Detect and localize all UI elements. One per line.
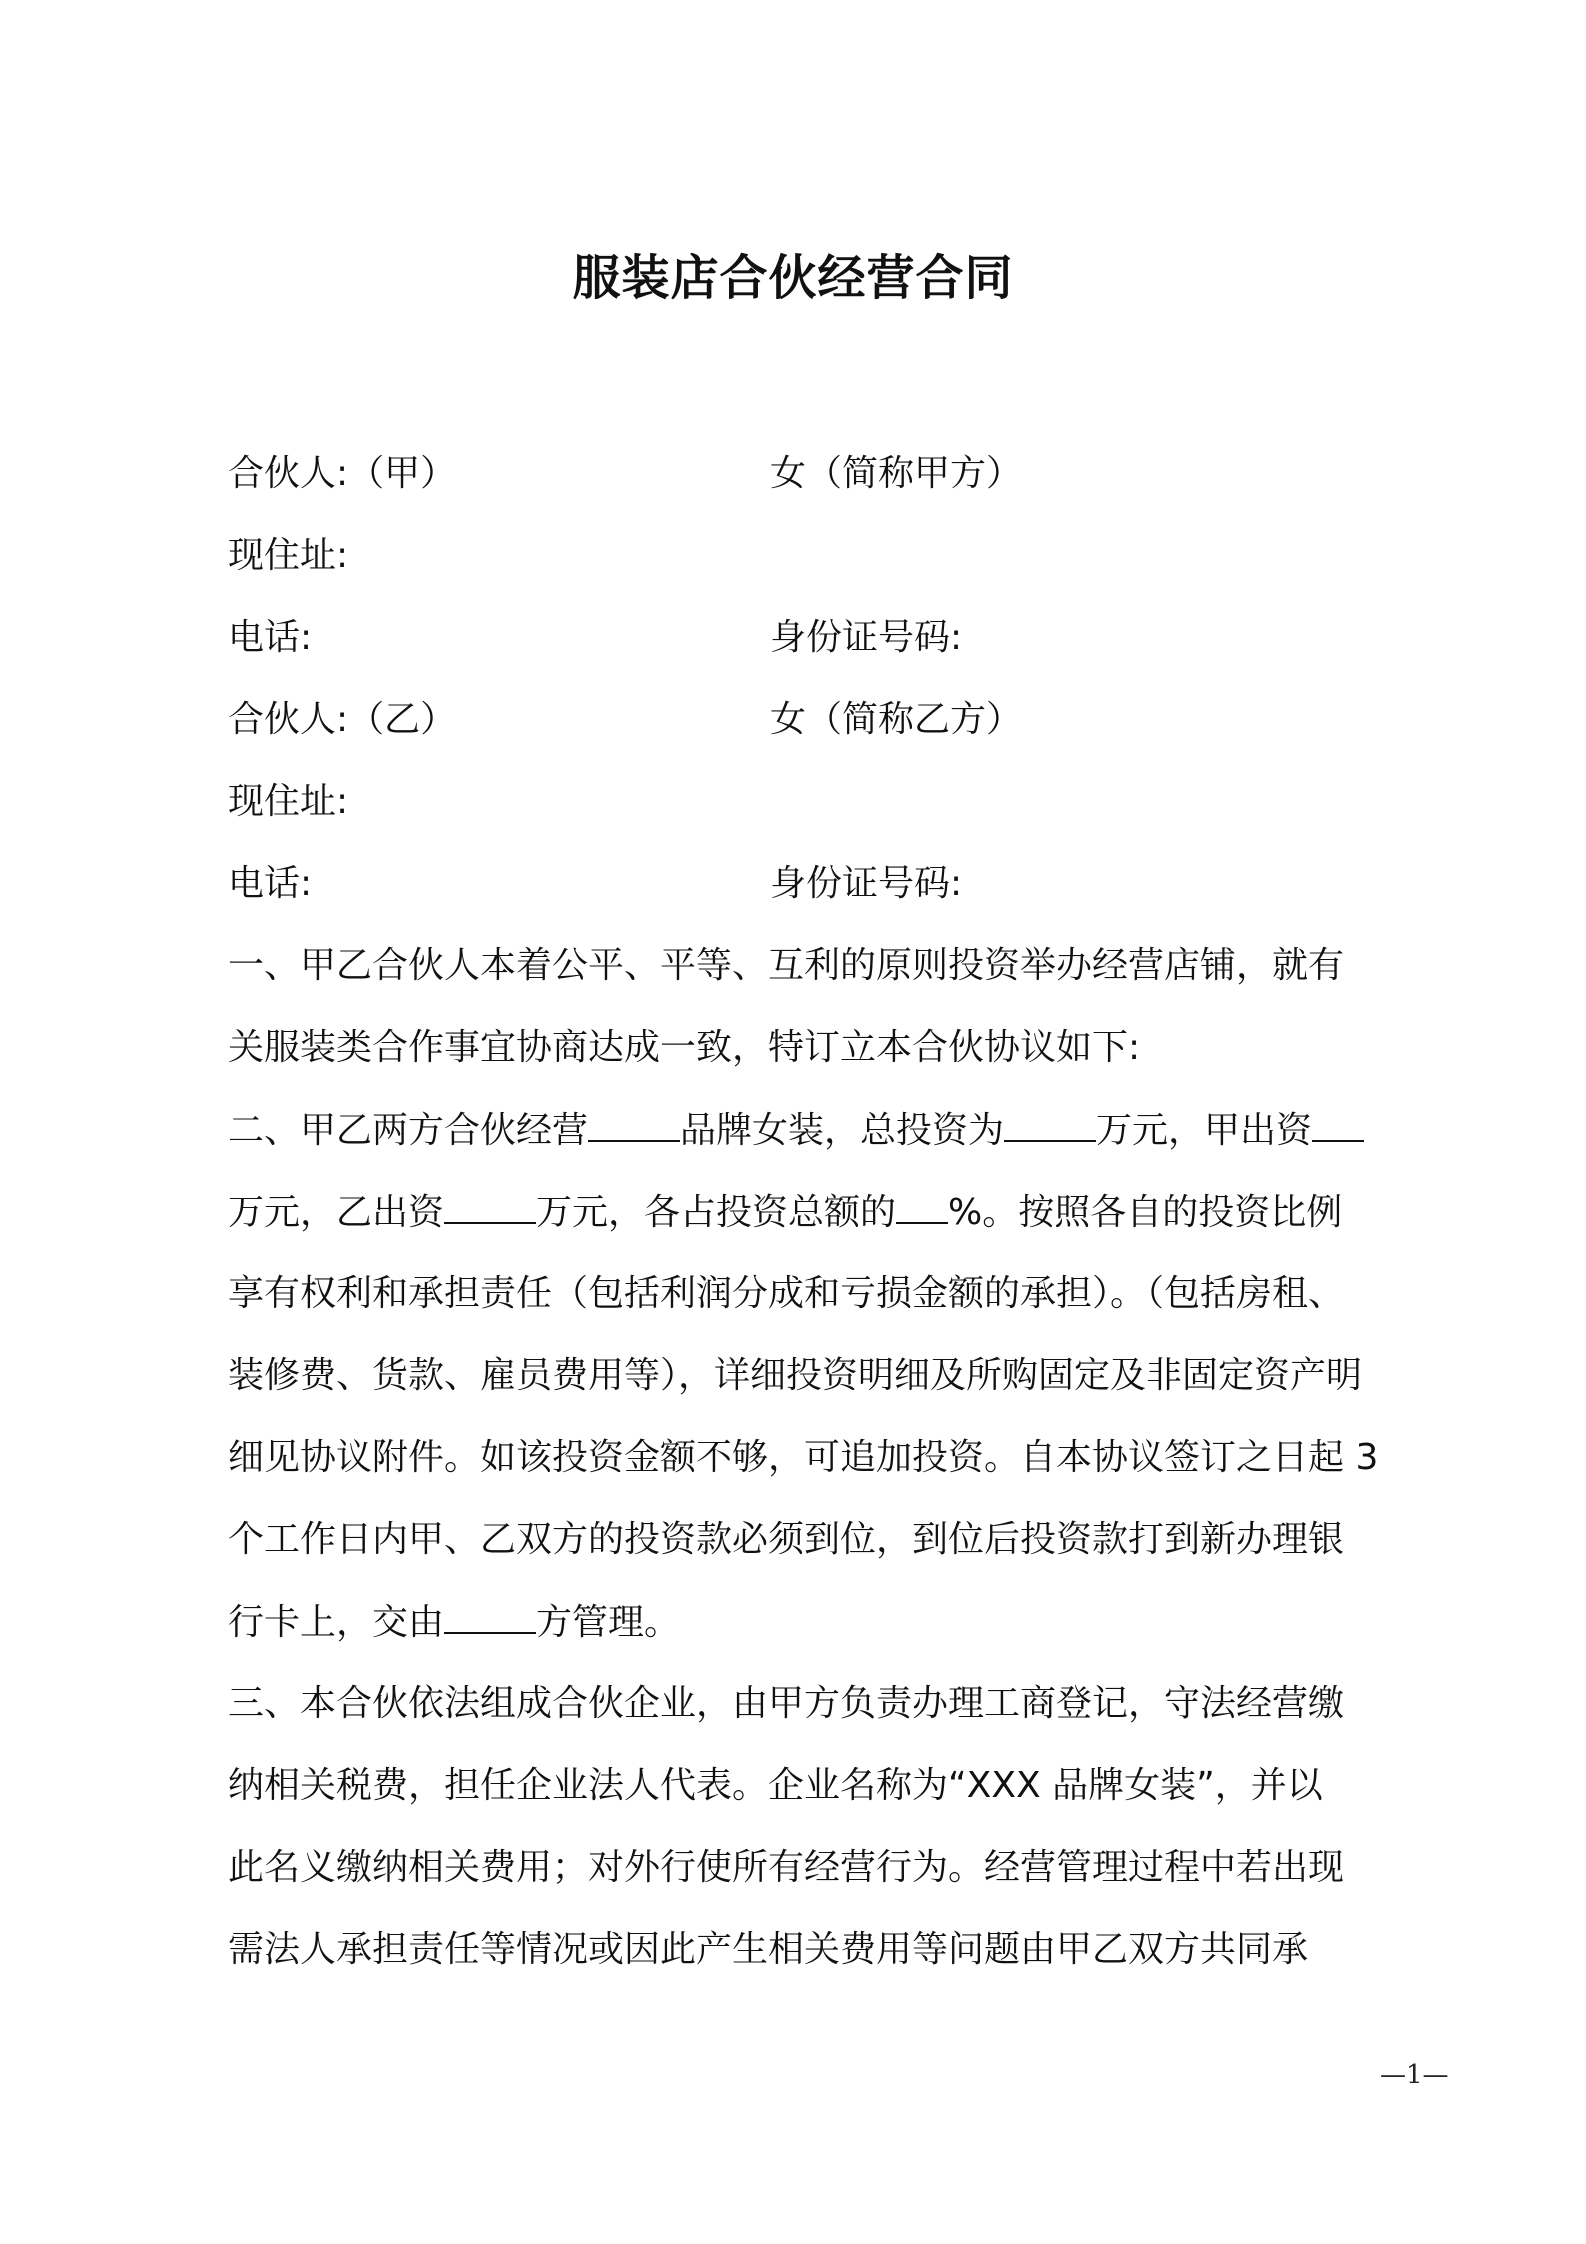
blank-brand-field[interactable] [588, 1106, 680, 1142]
clause-2-text: 万元，乙出资 [228, 1192, 445, 1233]
blank-total-investment-field[interactable] [1004, 1106, 1096, 1142]
partner-b-gender: 女（简称乙方） [770, 699, 1023, 740]
blank-party-b-investment-field[interactable] [444, 1188, 536, 1224]
clause-2-line-4: 装修费、货款、雇员费用等），详细投资明细及所购固定及非固定资产明 [228, 1355, 1363, 1396]
clause-2-line-2 [228, 1188, 1408, 1237]
partner-b-label: 合伙人:（乙） [228, 699, 457, 740]
partner-a-label: 合伙人:（甲） [228, 453, 457, 494]
partner-b-phone-label: 电话: [228, 863, 313, 904]
partner-b-id-label: 身份证号码: [770, 863, 963, 904]
clause-3-line-2: 纳相关税费，担任企业法人代表。企业名称为“XXX 品牌女装”，并以 [228, 1765, 1323, 1806]
clause-2-text: 万元，各占投资总额的 [536, 1192, 897, 1233]
clause-2-text: 方管理。 [536, 1602, 681, 1643]
document-title: 服装店合伙经营合同 [572, 250, 1014, 306]
partner-a-id-label: 身份证号码: [770, 617, 963, 658]
clause-2-line-6: 个工作日内甲、乙双方的投资款必须到位，到位后投资款打到新办理银 [228, 1519, 1345, 1560]
partner-a-phone-label: 电话: [228, 617, 313, 658]
partner-a-gender: 女（简称甲方） [770, 453, 1023, 494]
clause-2-line-1 [228, 1106, 1408, 1155]
partner-b-address-label: 现住址: [228, 781, 349, 822]
clause-3-line-3: 此名义缴纳相关费用；对外行使所有经营行为。经营管理过程中若出现 [228, 1847, 1345, 1888]
clause-2-line-5: 细见协议附件。如该投资金额不够，可追加投资。自本协议签订之日起 3 [228, 1437, 1379, 1478]
page-number: —1— [1380, 2060, 1449, 2090]
clause-2-text: 行卡上，交由 [228, 1602, 445, 1643]
clause-3-line-4: 需法人承担责任等情况或因此产生相关费用等问题由甲乙双方共同承 [228, 1929, 1309, 1970]
clause-1-line-2: 关服装类合作事宜协商达成一致，特订立本合伙协议如下: [228, 1027, 1141, 1068]
blank-party-a-investment-field[interactable] [1312, 1106, 1364, 1142]
clause-1-line-1: 一、甲乙合伙人本着公平、平等、互利的原则投资举办经营店铺，就有 [228, 945, 1345, 986]
clause-2-line-3: 享有权利和承担责任（包括利润分成和亏损金额的承担）。（包括房租、 [228, 1273, 1345, 1314]
clause-2-text: 二、甲乙两方合伙经营 [228, 1110, 589, 1151]
partner-a-address-label: 现住址: [228, 535, 349, 576]
clause-2-text: 万元，甲出资 [1096, 1110, 1313, 1151]
clause-2-line-7 [228, 1598, 1408, 1647]
clause-2-text: %。按照各自的投资比例 [948, 1192, 1343, 1233]
clause-2-text: 品牌女装，总投资为 [680, 1110, 1005, 1151]
clause-3-line-1: 三、本合伙依法组成合伙企业，由甲方负责办理工商登记，守法经营缴 [228, 1683, 1345, 1724]
blank-managing-party-field[interactable] [444, 1598, 536, 1634]
blank-percentage-field[interactable] [896, 1188, 948, 1224]
